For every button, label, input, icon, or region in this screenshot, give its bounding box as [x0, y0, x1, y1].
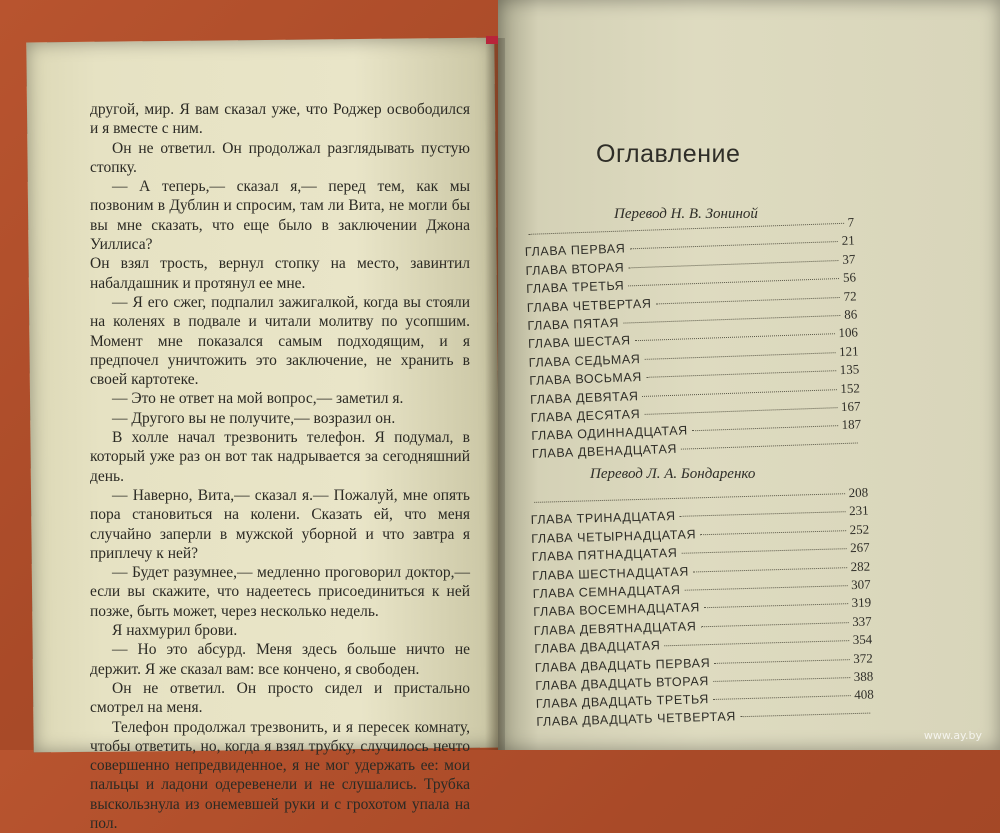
toc-leader-dots — [693, 567, 847, 572]
toc-entry-page: 231 — [849, 503, 869, 520]
toc-entry-label: ГЛАВА ШЕСТАЯ — [528, 334, 631, 352]
story-text — [90, 100, 470, 833]
toc-entry-label: ГЛАВА СЕМНАДЦАТАЯ — [533, 583, 681, 601]
toc-leader-dots — [700, 622, 848, 627]
toc-section-2 — [530, 485, 875, 733]
toc-entry-page: 106 — [838, 325, 858, 342]
toc-leader-dots — [646, 370, 836, 378]
toc-entry-label: ГЛАВА ДВАДЦАТЬ ВТОРАЯ — [535, 674, 709, 693]
paragraph: — Я его сжег, подпалил зажигалкой, когда вы стояли на коленях в подвале и читали молитву по усопшим. Момент мне показался самым подходящим, и я предпочел уничтожить это заключение, не хранить в своей картотеке. — [90, 293, 470, 389]
toc-entry-page: 37 — [842, 251, 856, 267]
paragraph: Он не ответил. Он продолжал разглядывать пустую стопку. — [90, 139, 470, 178]
toc-entry-page: 56 — [843, 270, 857, 286]
book-spine — [485, 38, 505, 750]
paragraph: Я нахмурил брови. — [90, 621, 470, 640]
toc-leader-dots — [635, 334, 835, 342]
toc-entry-page: 337 — [852, 613, 872, 630]
toc-entry-page: 372 — [853, 650, 873, 667]
toc-entry-page: 208 — [848, 485, 868, 502]
toc-leader-dots — [704, 604, 848, 609]
toc-entry-page: 86 — [844, 306, 858, 322]
toc-entry-page: 187 — [841, 417, 861, 434]
toc-title: Оглавление — [596, 140, 740, 169]
toc-entry-label: ГЛАВА ПЕРВАЯ — [525, 242, 626, 259]
paragraph: — А теперь,— сказал я,— перед тем, как мы позвоним в Дублин и спросим, там ли Вита, не могли бы вы мне сказать, что еще было в заключении Джона Уиллиса? — [90, 177, 470, 254]
toc-entry-page: 121 — [839, 343, 859, 360]
toc-leader-dots — [664, 640, 848, 646]
toc-entry-label: ГЛАВА ТРИНАДЦАТАЯ — [531, 509, 676, 527]
toc-leader-dots — [714, 659, 849, 664]
toc-leader-dots — [629, 241, 837, 249]
toc-entry-page: 354 — [852, 632, 872, 649]
toc-entry-page: 408 — [854, 687, 874, 704]
toc-entry-label: ГЛАВА ДВАДЦАТЬ ТРЕТЬЯ — [536, 692, 709, 711]
paragraph: — Наверно, Вита,— сказал я.— Пожалуй, мне опять пора становиться на колени. Сказать ей, что меня случайно заперли в мужской уборной и что завтра я приплечу к ней? — [90, 486, 470, 563]
toc-leader-dots — [713, 695, 850, 700]
paragraph: — Будет разумнее,— медленно проговорил доктор,— если вы скажите, что надеетесь присоединиться к ней позже, быть может, через несколько недель. — [90, 563, 470, 621]
toc-entry-page: 72 — [843, 288, 857, 304]
toc-entry-page: 307 — [851, 576, 871, 593]
toc-entry-label: ГЛАВА ДЕВЯТНАДЦАТАЯ — [534, 619, 697, 638]
toc-entry-label: ГЛАВА ПЯТНАДЦАТАЯ — [532, 546, 678, 564]
toc-entry-label: ГЛАВА ТРЕТЬЯ — [526, 279, 625, 296]
toc-leader-dots — [681, 548, 846, 554]
paragraph: — Это не ответ на мой вопрос,— заметил я. — [90, 389, 470, 408]
toc-leader-dots — [681, 442, 858, 449]
toc-leader-dots — [692, 425, 838, 431]
toc-entry-page: 152 — [840, 380, 860, 397]
toc-entry-page: 167 — [841, 398, 861, 415]
translator-2: Перевод Л. А. Бондаренко — [590, 466, 755, 483]
toc-leader-dots — [740, 712, 870, 717]
toc-entry-page: 252 — [849, 521, 869, 538]
toc-leader-dots — [713, 677, 850, 682]
toc-leader-dots — [644, 352, 835, 360]
toc-leader-dots — [623, 315, 840, 324]
paragraph: Телефон продолжал трезвонить, и я пересек комнату, чтобы ответить, но, когда я взял трубку, случилось нечто совершенно непредвиденное, я не мог удержать ее: мои пальцы и ладони одеревенели и не слушались. Трубка выскользнула из онемевшей руки и с грохотом упала на пол. — [90, 718, 470, 833]
toc-leader-dots — [680, 512, 846, 518]
toc-leader-dots — [628, 260, 838, 268]
paragraph: другой, мир. Я вам сказал уже, что Роджер освободился и я вместе с ним. — [90, 100, 470, 139]
toc-entry-page: 282 — [850, 558, 870, 575]
toc-leader-dots — [628, 278, 839, 286]
toc-entry-label: ГЛАВА ДВАДЦАТЬ ПЕРВАЯ — [535, 656, 711, 675]
toc-entry-label: ГЛАВА ДВАДЦАТАЯ — [534, 639, 660, 657]
paragraph: — Но это абсурд. Меня здесь больше ничто не держит. Я же сказал вам: все кончено, я свободен. — [90, 640, 470, 679]
bookmark-ribbon — [486, 36, 498, 44]
toc-entry-label: ГЛАВА ВОСЕМНАДЦАТАЯ — [533, 601, 700, 620]
toc-entry-label: ГЛАВА ОДИННАДЦАТАЯ — [531, 424, 688, 443]
toc-leader-dots — [700, 530, 846, 535]
paragraph: Он взял трость, вернул стопку на место, завинтил набалдашник и протянул ее мне. — [90, 254, 470, 293]
paragraph: В холле начал трезвонить телефон. Я подумал, в который уже раз он вот так надрывается за сегодняшний день. — [90, 428, 470, 486]
toc-leader-dots — [655, 297, 839, 304]
toc-entry-label: ГЛАВА ПЯТАЯ — [527, 316, 619, 333]
toc-entry-page: 135 — [839, 362, 859, 379]
toc-leader-dots — [684, 585, 847, 591]
toc-entry-label: ГЛАВА ЧЕТВЕРТАЯ — [527, 296, 652, 314]
toc-entry-label: ГЛАВА ДЕСЯТАЯ — [530, 407, 640, 425]
toc-leader-dots — [534, 493, 844, 503]
toc-entry-label: ГЛАВА ДЕВЯТАЯ — [530, 389, 639, 407]
toc-entry-page: 388 — [854, 668, 874, 685]
toc-entry-label: ГЛАВА ВОСЬМАЯ — [529, 370, 642, 388]
toc-section-1 — [524, 214, 862, 464]
toc-leader-dots — [642, 389, 836, 397]
toc-entry-label: ГЛАВА ВТОРАЯ — [525, 260, 624, 277]
toc-entry-label: ГЛАВА ДВЕНАДЦАТАЯ — [532, 441, 678, 460]
toc-entry-page: 7 — [847, 214, 854, 230]
toc-entry-page: 319 — [851, 595, 871, 612]
toc-leader-dots — [644, 407, 837, 415]
paragraph: — Другого вы не получите,— возразил он. — [90, 409, 470, 428]
paragraph: Он не ответил. Он просто сидел и пристально смотрел на меня. — [90, 679, 470, 718]
toc-entry-label: ГЛАВА ДВАДЦАТЬ ЧЕТВЕРТАЯ — [536, 709, 736, 729]
toc-entry-label: ГЛАВА ШЕСТНАДЦАТАЯ — [532, 564, 689, 582]
toc-leader-dots — [528, 223, 843, 235]
translator-1: Перевод Н. В. Зониной — [614, 206, 758, 223]
toc-entry-label: ГЛАВА СЕДЬМАЯ — [529, 352, 641, 370]
toc-entry-page: 267 — [850, 540, 870, 557]
toc-entry-page: 21 — [841, 233, 855, 249]
watermark: www.ay.by — [924, 729, 982, 742]
toc-entry-label: ГЛАВА ЧЕТЫРНАДЦАТАЯ — [531, 527, 696, 546]
